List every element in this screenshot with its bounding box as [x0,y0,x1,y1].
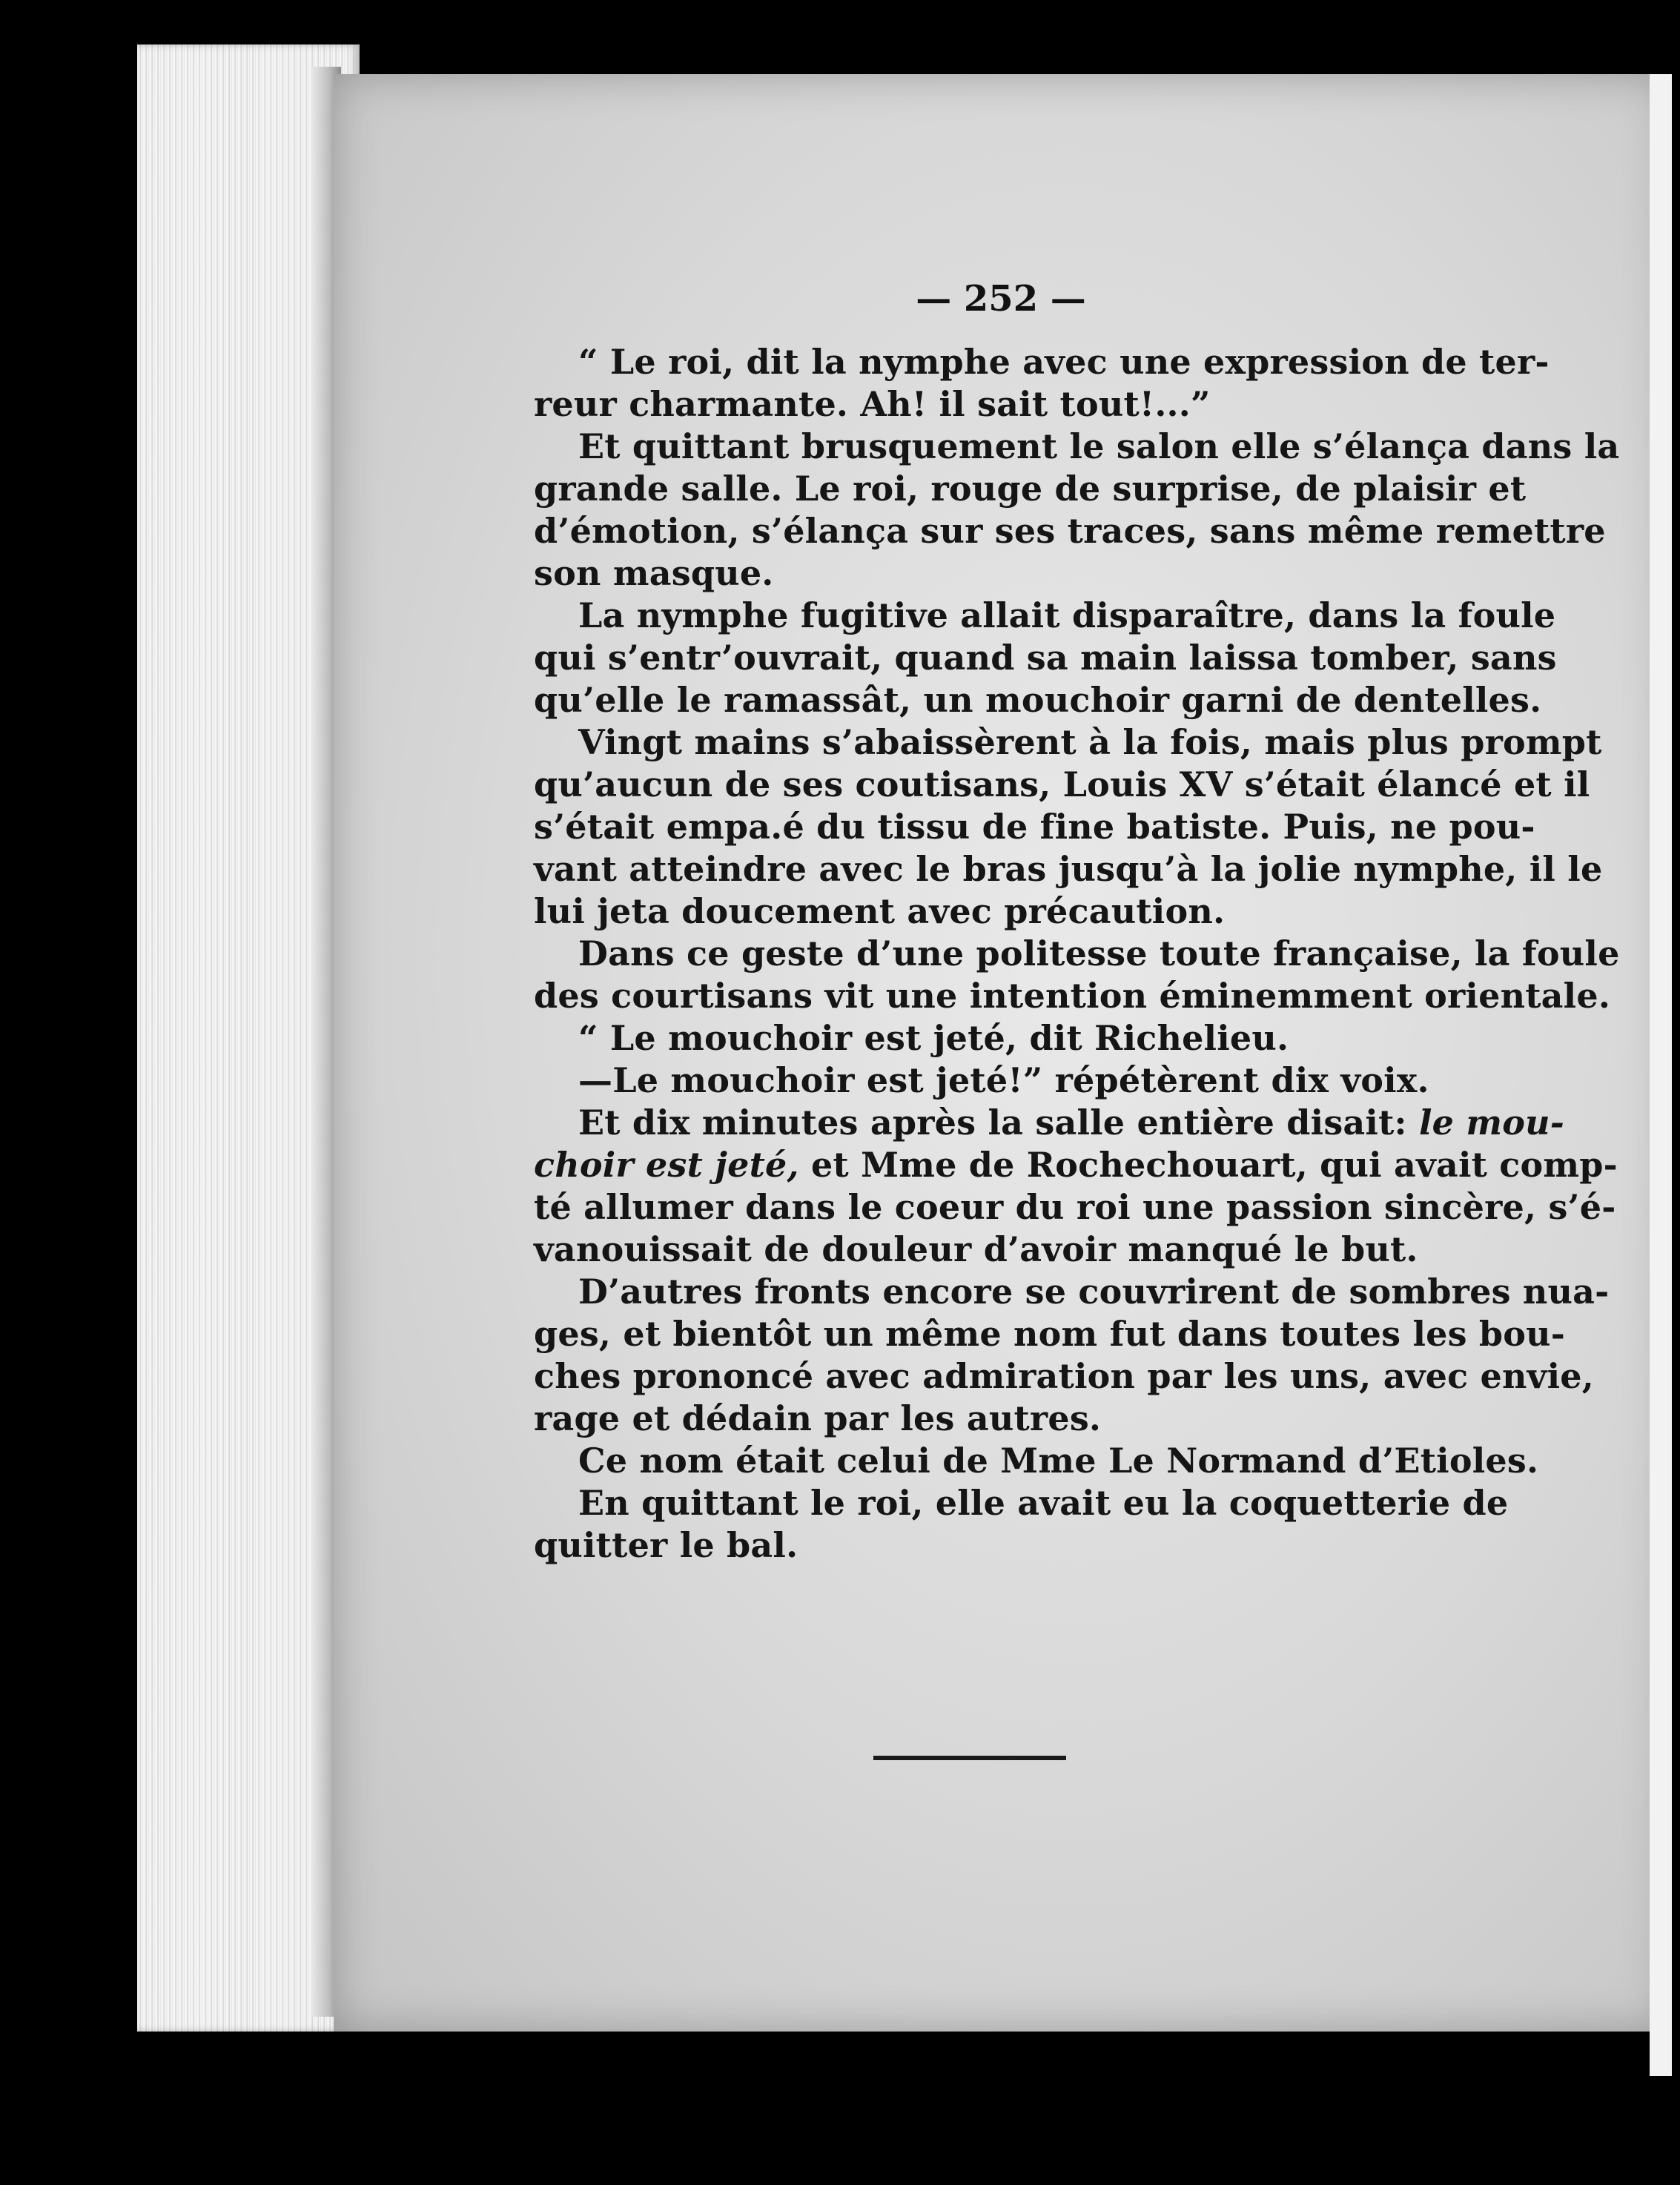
italic-phrase: le mou- [1418,1103,1565,1143]
text-line-content: et Mme de Rochechouart, qui avait comp- [798,1145,1618,1185]
text-line-content: qu’elle le ramassât, un mouchoir garni de dentelles. [534,680,1542,720]
text-line [534,890,1475,933]
text-line [534,383,1475,426]
text-line-content: s’était empa.é du tissu de fine batiste. Puis, ne pou- [534,807,1535,847]
text-line [534,848,1603,890]
text-line-content: qui s’entr’ouvrait, quand sa main laissa tomber, sans [534,638,1557,678]
text-line-content: Et quittant brusquement le salon elle s’élança dans la [578,426,1620,466]
text-line-content: En quittant le roi, elle avait eu la coquetterie de [578,1483,1509,1523]
text-line-content: grande salle. Le roi, rouge de surprise, de plaisir et [534,469,1527,509]
page-number: — 252 — [916,278,1086,320]
text-line-content: D’autres fronts encore se couvrirent de sombres nua- [578,1272,1610,1312]
text-line-content: quitter le bal. [534,1525,798,1565]
text-line [534,1398,1475,1440]
text-line-content: “ Le mouchoir est jeté, dit Richelieu. [578,1018,1289,1058]
text-line-content: des courtisans vit une intention éminemment orientale. [534,976,1611,1016]
text-line-content: Et dix minutes après la salle entière disait: [578,1103,1419,1143]
text-line [534,1060,1475,1102]
text-line-content: vant atteindre avec le bras jusqu’à la jolie nymphe, il le [534,849,1603,889]
end-of-chapter-rule [873,1756,1066,1760]
text-line [534,510,1606,552]
text-line-content: lui jeta doucement avec précaution. [534,891,1226,931]
text-line [534,595,1556,637]
text-line-content: vanouissait de douleur d’avoir manqué le but. [534,1229,1418,1269]
text-line-content: son masque. [534,553,774,593]
italic-phrase: choir est jeté, [534,1145,799,1185]
text-line [534,1524,1475,1567]
text-line-content: reur charmante. Ah! il sait tout!...” [534,384,1211,424]
text-line [534,679,1542,721]
text-line [534,721,1602,764]
text-line-content: Dans ce geste d’une politesse toute française, la foule [578,933,1620,974]
right-scan-border [1650,74,1672,2076]
text-line [534,1482,1509,1524]
text-line [534,426,1620,468]
text-line [534,806,1535,848]
text-line-content: Vingt mains s’abaissèrent à la fois, mais plus prompt [578,722,1602,762]
text-line-content: “ Le roi, dit la nymphe avec une expression de ter- [578,342,1550,382]
text-line-content: Ce nom était celui de Mme Le Normand d’Etioles. [578,1441,1539,1481]
text-line-content: —Le mouchoir est jeté!” répétèrent dix voix. [578,1060,1429,1100]
text-line [534,1186,1616,1229]
text-line [534,1102,1565,1144]
text-line [534,1017,1475,1060]
text-line [534,764,1590,806]
text-line [534,1355,1594,1398]
text-line [534,933,1620,975]
text-line-content: ges, et bientôt un même nom fut dans toutes les bou- [534,1314,1566,1354]
text-line-content: d’émotion, s’élança sur ses traces, sans même remettre [534,511,1606,551]
text-line [534,1271,1610,1313]
text-line [534,468,1527,510]
text-line [534,1144,1618,1186]
text-line-content: té allumer dans le coeur du roi une passion sincère, s’é- [534,1187,1616,1227]
text-line [534,1313,1566,1355]
text-line-content: qu’aucun de ses coutisans, Louis XV s’était élancé et il [534,764,1590,804]
body-text [534,341,1620,1567]
text-line [534,975,1611,1017]
text-line-content: ches prononcé avec admiration par les uns, avec envie, [534,1356,1594,1396]
text-line [534,341,1550,383]
text-line [534,552,1475,595]
text-line [534,637,1557,679]
text-line [534,1440,1539,1482]
text-line [534,1229,1475,1271]
text-line-content: La nymphe fugitive allait disparaître, dans la foule [578,595,1556,635]
text-line-content: rage et dédain par les autres. [534,1398,1102,1438]
